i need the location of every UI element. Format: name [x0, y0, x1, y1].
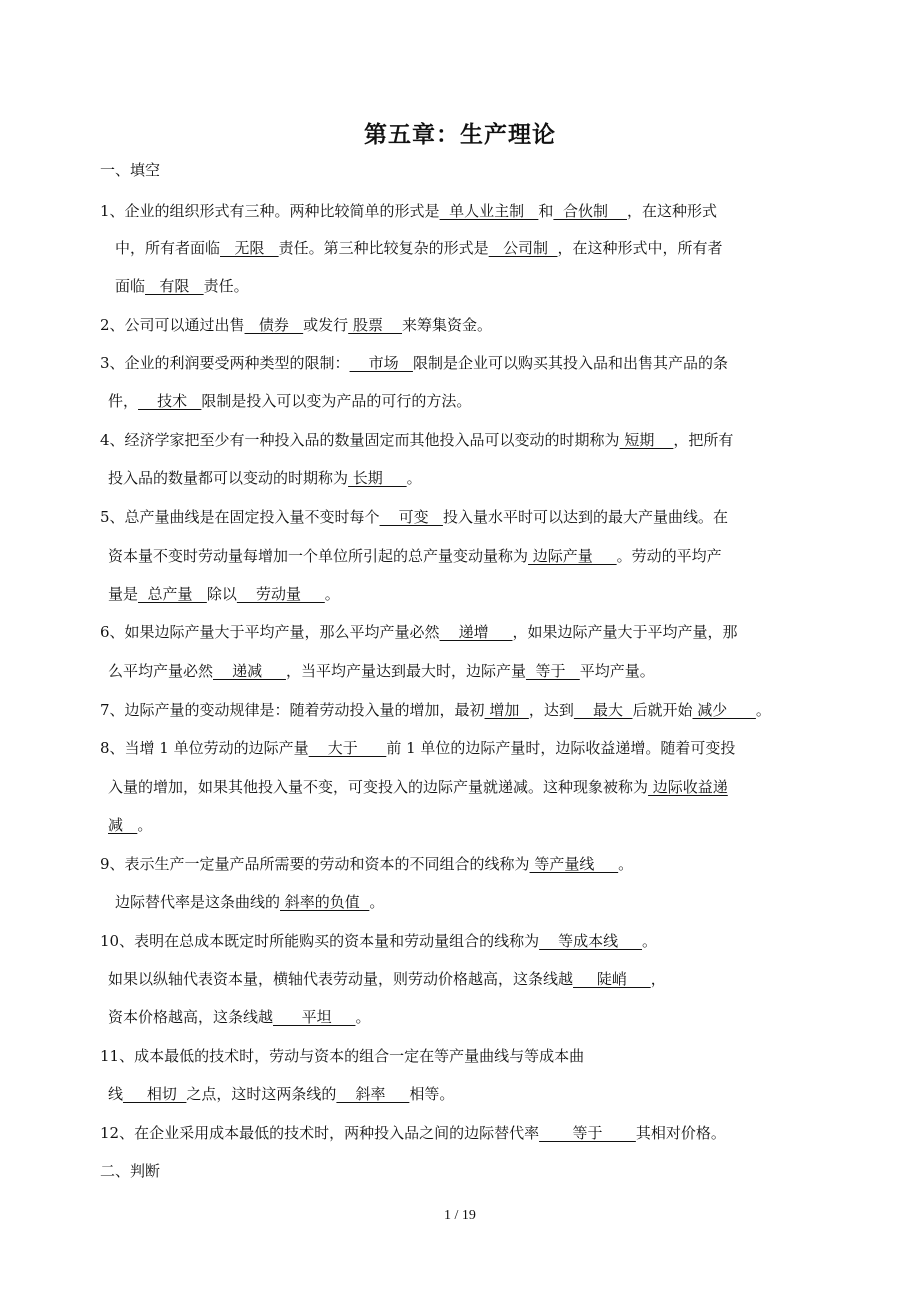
question-text: 4、经济学家把至少有一种投入品的数量固定而其他投入品可以变动的时期称为	[100, 431, 620, 449]
question-text: 11、成本最低的技术时，劳动与资本的组合一定在等产量曲线与等成本曲	[100, 1047, 585, 1065]
question-text: 件，	[108, 392, 139, 410]
question-text: 5、总产量曲线是在固定投入量不变时每个	[100, 508, 380, 526]
question-text: ，在这种形式	[627, 202, 718, 220]
question-text: 3、企业的利润要受两种类型的限制：	[100, 354, 350, 372]
answer-blank: 减少	[692, 701, 756, 719]
question-line	[100, 315, 492, 335]
answer-blank: 股票	[348, 316, 403, 334]
question-text: 10、表明在总成本既定时所能购买的资本量和劳动量组合的线称为	[100, 932, 540, 950]
question-text: 。	[406, 469, 422, 487]
answer-blank: 劳动量	[236, 585, 325, 603]
answer-blank: 大于	[308, 739, 387, 757]
question-text: 8、当增 1 单位劳动的边际产量	[100, 739, 309, 757]
question-text: 。劳动的平均产	[616, 547, 722, 565]
answer-blank: 短期	[619, 431, 674, 449]
question-text: 量是	[108, 585, 139, 603]
answer-blank: 递增	[439, 623, 513, 641]
question-text: 责任。第三种比较复杂的形式是	[278, 239, 489, 257]
question-text: 12、在企业采用成本最低的技术时，两种投入品之间的边际替代率	[100, 1124, 540, 1142]
question-text: 责任。	[203, 277, 249, 295]
question-text: 1、企业的组织形式有三种。两种比较简单的形式是	[100, 202, 440, 220]
question-line	[100, 1046, 584, 1066]
question-text: 资本量不变时劳动量每增加一个单位所引起的总产量变动量称为	[108, 547, 529, 565]
answer-blank: 等于	[539, 1124, 636, 1142]
question-text: 投入量水平时可以达到的最大产量曲线。在	[442, 508, 728, 526]
answer-blank: 陡峭	[573, 970, 651, 988]
question-text: 除以	[206, 585, 237, 603]
question-line	[100, 622, 737, 642]
question-text: 投入品的数量都可以变动的时期称为	[108, 469, 349, 487]
question-line	[100, 700, 771, 720]
answer-blank: 合伙制	[553, 202, 628, 220]
question-line	[108, 468, 422, 488]
answer-blank: 等成本线	[539, 932, 643, 950]
question-text: 线	[108, 1085, 124, 1103]
question-text: 如果以纵轴代表资本量，横轴代表劳动量，则劳动价格越高，这条线越	[108, 970, 574, 988]
question-line	[100, 854, 633, 874]
question-line	[108, 584, 340, 604]
question-line	[108, 661, 655, 681]
answer-blank: 可变	[379, 508, 443, 526]
question-text: 边际替代率是这条曲线的	[115, 893, 281, 911]
question-text: ，在这种形式中，所有者	[557, 239, 723, 257]
question-text: 。	[355, 1008, 371, 1026]
answer-blank: 最大	[573, 701, 633, 719]
question-text: 之点，这时这两条线的	[186, 1085, 337, 1103]
answer-blank: 有限	[145, 277, 204, 295]
question-line	[100, 738, 735, 758]
section-heading-true-false: 二、判断	[100, 1162, 161, 1180]
answer-blank: 等产量线	[529, 855, 619, 873]
answer-blank: 市场	[349, 354, 413, 372]
question-text: ，当平均产量达到最大时，边际产量	[285, 662, 526, 680]
page-title: 第五章：生产理论	[364, 121, 556, 148]
question-text: 限制是投入可以变为产品的可行的方法。	[201, 392, 472, 410]
question-line	[108, 777, 728, 797]
answer-blank: 技术	[138, 392, 202, 410]
answer-blank: 总产量	[138, 585, 207, 603]
question-text: 资本价格越高，这条线越	[108, 1008, 274, 1026]
question-text: ，达到	[528, 701, 574, 719]
answer-blank: 斜率	[336, 1085, 410, 1103]
question-text: 么平均产量必然	[108, 662, 214, 680]
question-text: ，如果边际产量大于平均产量，那	[512, 623, 738, 641]
question-text: 相等。	[409, 1085, 455, 1103]
question-text: 或发行	[303, 316, 349, 334]
answer-blank: 无限	[220, 239, 279, 257]
answer-blank: 斜率的负值	[280, 893, 370, 911]
question-text: 。	[642, 932, 658, 950]
question-text: 面临	[115, 277, 146, 295]
question-text: 6、如果边际产量大于平均产量，那么平均产量必然	[100, 623, 440, 641]
question-line	[100, 931, 657, 951]
answer-blank: 边际产量	[528, 547, 617, 565]
question-text: 2、公司可以通过出售	[100, 316, 245, 334]
question-text: 中，所有者面临	[115, 239, 221, 257]
answer-blank: 相切	[123, 1085, 187, 1103]
question-text: 。	[137, 816, 153, 834]
question-text: 7、边际产量的变动规律是：随着劳动投入量的增加，最初	[100, 701, 485, 719]
question-text: 。	[324, 585, 340, 603]
question-text: 。	[618, 855, 634, 873]
question-line	[100, 430, 733, 450]
question-line	[108, 391, 471, 411]
question-line	[100, 353, 728, 373]
question-text: 。	[369, 893, 385, 911]
question-text: 和	[538, 202, 554, 220]
question-line	[115, 892, 384, 912]
question-line	[100, 1123, 726, 1143]
question-line	[108, 1084, 454, 1104]
answer-blank: 边际收益递	[648, 778, 728, 796]
question-text: 入量的增加，如果其他投入量不变，可变投入的边际产量就递减。这种现象被称为	[108, 778, 649, 796]
question-line	[115, 238, 723, 258]
question-text: 来筹集资金。	[402, 316, 493, 334]
question-line	[108, 1007, 370, 1027]
section-heading-fill-in: 一、填空	[100, 161, 161, 179]
answer-blank: 减	[108, 816, 138, 834]
question-text: 后就开始	[632, 701, 693, 719]
answer-blank: 公司制	[488, 239, 558, 257]
answer-blank: 递减	[213, 662, 286, 680]
question-text: 限制是企业可以购买其投入品和出售其产品的条	[412, 354, 728, 372]
answer-blank: 平坦	[273, 1008, 356, 1026]
question-line	[100, 201, 717, 221]
answer-blank: 单人业主制	[439, 202, 539, 220]
question-text: 前 1 单位的边际产量时，边际收益递增。随着可变投	[386, 739, 736, 757]
question-text: 9、表示生产一定量产品所需要的劳动和资本的不同组合的线称为	[100, 855, 530, 873]
question-line	[100, 507, 728, 527]
answer-blank: 等于	[525, 662, 580, 680]
question-line	[108, 815, 152, 835]
question-text: 。	[755, 701, 771, 719]
question-text: 平均产量。	[579, 662, 655, 680]
answer-blank: 债券	[244, 316, 304, 334]
page-number: 1 / 19	[444, 1208, 476, 1223]
question-text: ，	[650, 970, 666, 988]
question-line	[108, 546, 722, 566]
question-line	[115, 276, 249, 296]
question-line	[108, 969, 666, 989]
question-text: ，把所有	[673, 431, 734, 449]
answer-blank: 长期	[348, 469, 407, 487]
question-text: 其相对价格。	[635, 1124, 726, 1142]
answer-blank: 增加	[484, 701, 529, 719]
